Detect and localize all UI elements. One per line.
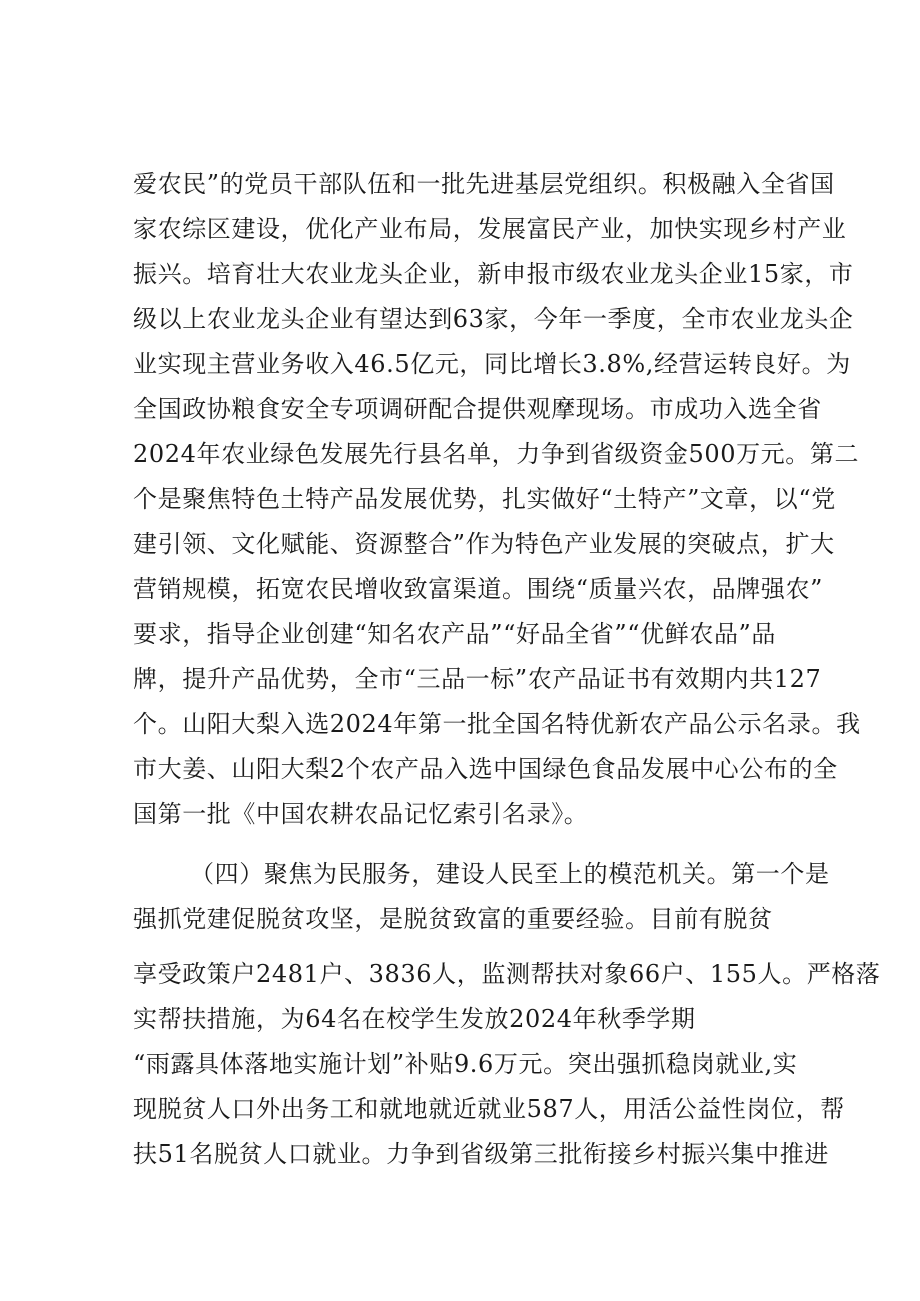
text-line: 强抓党建促脱贫攻坚，是脱贫致富的重要经验。目前有脱贫 [133,905,773,933]
section-heading-line: （四）聚焦为民服务，建设人民至上的模范机关。第一个是 [190,860,830,888]
text-line: 建引领、文化赋能、资源整合”作为特色产业发展的突破点，扩大 [133,530,835,558]
text-line: 级以上农业龙头企业有望达到63家，今年一季度，全市农业龙头企 [133,305,854,333]
text-line: 国第一批《中国农耕农品记忆索引名录》。 [133,800,589,828]
text-line: 要求，指导企业创建“知名农产品”“好品全省”“优鲜农品”品 [133,620,777,648]
text-line: 个。山阳大梨入选2024年第一批全国名特优新农产品公示名录。我 [133,710,861,738]
text-line: 个是聚焦特色土特产品发展优势，扎实做好“土特产”文章，以“党 [133,485,836,513]
text-line: “雨露具体落地实施计划”补贴9.6万元。突出强抓稳岗就业,实 [133,1050,798,1078]
text-line: 振兴。培育壮大农业龙头企业，新申报市级农业龙头企业15家，市 [133,260,854,288]
text-line: 现脱贫人口外出务工和就地就近就业587人，用活公益性岗位，帮 [133,1095,845,1123]
text-line: 扶51名脱贫人口就业。力争到省级第三批衔接乡村振兴集中推进 [133,1140,829,1168]
text-line: 营销规模，拓宽农民增收致富渠道。围绕“质量兴农，品牌强农” [133,575,823,603]
text-line: 家农综区建设，优化产业布局，发展富民产业，加快实现乡村产业 [133,215,847,243]
text-line: 市大姜、山阳大梨2个农产品入选中国绿色食品发展中心公布的全 [133,755,838,783]
text-line: 2024年农业绿色发展先行县名单，力争到省级资金500万元。第二 [133,440,860,468]
text-line: 实帮扶措施，为64名在校学生发放2024年秋季学期 [133,1005,696,1033]
text-line: 享受政策户2481户、3836人，监测帮扶对象66户、155人。严格落 [133,960,881,988]
text-line: 爱农民”的党员干部队伍和一批先进基层党组织。积极融入全省国 [133,170,835,198]
text-line: 全国政协粮食安全专项调研配合提供观摩现场。市成功入选全省 [133,395,822,423]
text-line: 业实现主营业务收入46.5亿元，同比增长3.8%,经营运转良好。为 [133,350,851,378]
text-line: 牌，提升产品优势，全市“三品一标”农产品证书有效期内共127 [133,665,822,693]
